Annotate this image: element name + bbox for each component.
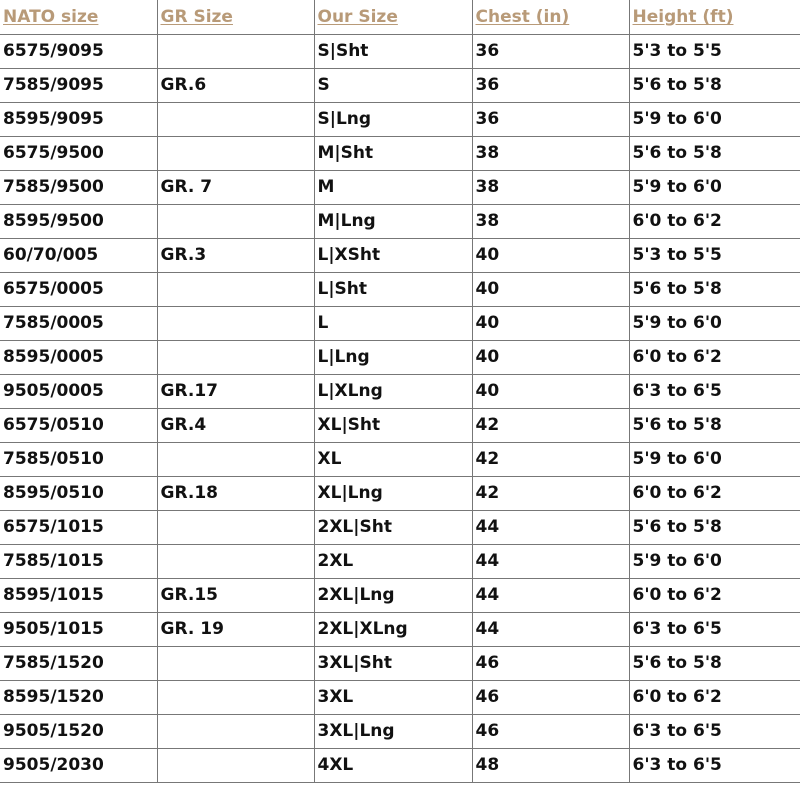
- cell-gr-size: [157, 748, 314, 782]
- cell-gr-size: [157, 204, 314, 238]
- cell-gr-size: GR.15: [157, 578, 314, 612]
- cell-gr-size: GR. 19: [157, 612, 314, 646]
- cell-our-size: S: [314, 68, 472, 102]
- cell-our-size: XL|Sht: [314, 408, 472, 442]
- cell-our-size: 2XL|Lng: [314, 578, 472, 612]
- table-body: [0, 34, 800, 782]
- table-row: [0, 374, 800, 408]
- cell-chest: 38: [472, 170, 629, 204]
- cell-nato-size: 6575/9500: [0, 136, 157, 170]
- cell-our-size: L|XSht: [314, 238, 472, 272]
- cell-nato-size: 8595/1520: [0, 680, 157, 714]
- cell-height: 5'9 to 6'0: [629, 544, 800, 578]
- cell-gr-size: [157, 646, 314, 680]
- cell-gr-size: [157, 680, 314, 714]
- header-nato-size: NATO size: [0, 0, 157, 34]
- cell-gr-size: [157, 442, 314, 476]
- table-row: [0, 578, 800, 612]
- cell-our-size: XL: [314, 442, 472, 476]
- cell-gr-size: GR.17: [157, 374, 314, 408]
- cell-our-size: 3XL: [314, 680, 472, 714]
- cell-chest: 44: [472, 544, 629, 578]
- cell-our-size: 2XL|Sht: [314, 510, 472, 544]
- cell-height: 5'9 to 6'0: [629, 442, 800, 476]
- table-row: [0, 748, 800, 782]
- cell-gr-size: [157, 272, 314, 306]
- cell-nato-size: 8595/0005: [0, 340, 157, 374]
- cell-height: 5'9 to 6'0: [629, 102, 800, 136]
- cell-gr-size: [157, 34, 314, 68]
- cell-gr-size: [157, 136, 314, 170]
- cell-our-size: M|Lng: [314, 204, 472, 238]
- cell-our-size: XL|Lng: [314, 476, 472, 510]
- cell-gr-size: GR.4: [157, 408, 314, 442]
- header-gr-size: GR Size: [157, 0, 314, 34]
- cell-height: 5'6 to 5'8: [629, 272, 800, 306]
- cell-chest: 40: [472, 340, 629, 374]
- cell-height: 6'3 to 6'5: [629, 748, 800, 782]
- cell-nato-size: 7585/1520: [0, 646, 157, 680]
- cell-gr-size: GR.6: [157, 68, 314, 102]
- cell-gr-size: [157, 510, 314, 544]
- cell-chest: 36: [472, 68, 629, 102]
- cell-nato-size: 9505/1520: [0, 714, 157, 748]
- cell-chest: 40: [472, 374, 629, 408]
- cell-nato-size: 8595/9500: [0, 204, 157, 238]
- table-row: [0, 476, 800, 510]
- cell-chest: 44: [472, 612, 629, 646]
- cell-height: 5'6 to 5'8: [629, 646, 800, 680]
- table-row: [0, 306, 800, 340]
- cell-nato-size: 8595/9095: [0, 102, 157, 136]
- cell-chest: 46: [472, 646, 629, 680]
- cell-nato-size: 7585/0005: [0, 306, 157, 340]
- table-row: [0, 612, 800, 646]
- cell-nato-size: 6575/9095: [0, 34, 157, 68]
- cell-height: 5'6 to 5'8: [629, 408, 800, 442]
- table-row: [0, 170, 800, 204]
- table-row: [0, 714, 800, 748]
- cell-chest: 42: [472, 442, 629, 476]
- cell-chest: 42: [472, 476, 629, 510]
- cell-gr-size: [157, 102, 314, 136]
- cell-our-size: L|XLng: [314, 374, 472, 408]
- cell-height: 6'3 to 6'5: [629, 612, 800, 646]
- cell-our-size: 4XL: [314, 748, 472, 782]
- cell-height: 5'6 to 5'8: [629, 136, 800, 170]
- cell-our-size: L|Sht: [314, 272, 472, 306]
- table-row: [0, 238, 800, 272]
- cell-chest: 38: [472, 136, 629, 170]
- cell-chest: 48: [472, 748, 629, 782]
- table-row: [0, 544, 800, 578]
- cell-our-size: M: [314, 170, 472, 204]
- cell-height: 5'6 to 5'8: [629, 510, 800, 544]
- cell-chest: 44: [472, 510, 629, 544]
- cell-nato-size: 7585/9095: [0, 68, 157, 102]
- table-row: [0, 102, 800, 136]
- table-row: [0, 68, 800, 102]
- cell-gr-size: GR.18: [157, 476, 314, 510]
- cell-our-size: S|Lng: [314, 102, 472, 136]
- header-chest: Chest (in): [472, 0, 629, 34]
- cell-our-size: L: [314, 306, 472, 340]
- cell-chest: 38: [472, 204, 629, 238]
- cell-nato-size: 60/70/005: [0, 238, 157, 272]
- cell-chest: 42: [472, 408, 629, 442]
- cell-height: 6'0 to 6'2: [629, 204, 800, 238]
- cell-our-size: M|Sht: [314, 136, 472, 170]
- cell-height: 6'0 to 6'2: [629, 476, 800, 510]
- cell-chest: 40: [472, 272, 629, 306]
- cell-gr-size: [157, 340, 314, 374]
- cell-chest: 40: [472, 238, 629, 272]
- cell-nato-size: 7585/0510: [0, 442, 157, 476]
- table-row: [0, 442, 800, 476]
- cell-height: 5'9 to 6'0: [629, 306, 800, 340]
- table-row: [0, 34, 800, 68]
- cell-our-size: 3XL|Sht: [314, 646, 472, 680]
- cell-gr-size: [157, 544, 314, 578]
- cell-nato-size: 6575/0005: [0, 272, 157, 306]
- cell-our-size: S|Sht: [314, 34, 472, 68]
- cell-height: 6'3 to 6'5: [629, 714, 800, 748]
- cell-chest: 36: [472, 34, 629, 68]
- table-row: [0, 408, 800, 442]
- cell-nato-size: 9505/2030: [0, 748, 157, 782]
- cell-height: 5'9 to 6'0: [629, 170, 800, 204]
- cell-height: 6'0 to 6'2: [629, 578, 800, 612]
- cell-height: 6'0 to 6'2: [629, 340, 800, 374]
- cell-height: 5'3 to 5'5: [629, 238, 800, 272]
- cell-nato-size: 6575/1015: [0, 510, 157, 544]
- table-row: [0, 272, 800, 306]
- header-height: Height (ft): [629, 0, 800, 34]
- cell-chest: 46: [472, 680, 629, 714]
- cell-nato-size: 8595/0510: [0, 476, 157, 510]
- cell-nato-size: 9505/1015: [0, 612, 157, 646]
- cell-chest: 44: [472, 578, 629, 612]
- cell-nato-size: 8595/1015: [0, 578, 157, 612]
- header-row: [0, 0, 800, 34]
- table-row: [0, 646, 800, 680]
- cell-gr-size: [157, 714, 314, 748]
- table-row: [0, 340, 800, 374]
- cell-nato-size: 7585/1015: [0, 544, 157, 578]
- cell-height: 6'3 to 6'5: [629, 374, 800, 408]
- cell-our-size: 2XL: [314, 544, 472, 578]
- header-our-size: Our Size: [314, 0, 472, 34]
- table-header: [0, 0, 800, 34]
- cell-our-size: 2XL|XLng: [314, 612, 472, 646]
- cell-height: 5'3 to 5'5: [629, 34, 800, 68]
- table-row: [0, 136, 800, 170]
- table-row: [0, 204, 800, 238]
- cell-nato-size: 9505/0005: [0, 374, 157, 408]
- cell-gr-size: [157, 306, 314, 340]
- cell-nato-size: 6575/0510: [0, 408, 157, 442]
- cell-gr-size: GR.3: [157, 238, 314, 272]
- cell-chest: 36: [472, 102, 629, 136]
- cell-our-size: 3XL|Lng: [314, 714, 472, 748]
- table-row: [0, 680, 800, 714]
- cell-nato-size: 7585/9500: [0, 170, 157, 204]
- cell-height: 5'6 to 5'8: [629, 68, 800, 102]
- cell-gr-size: GR. 7: [157, 170, 314, 204]
- cell-our-size: L|Lng: [314, 340, 472, 374]
- table-row: [0, 510, 800, 544]
- cell-chest: 40: [472, 306, 629, 340]
- cell-height: 6'0 to 6'2: [629, 680, 800, 714]
- cell-chest: 46: [472, 714, 629, 748]
